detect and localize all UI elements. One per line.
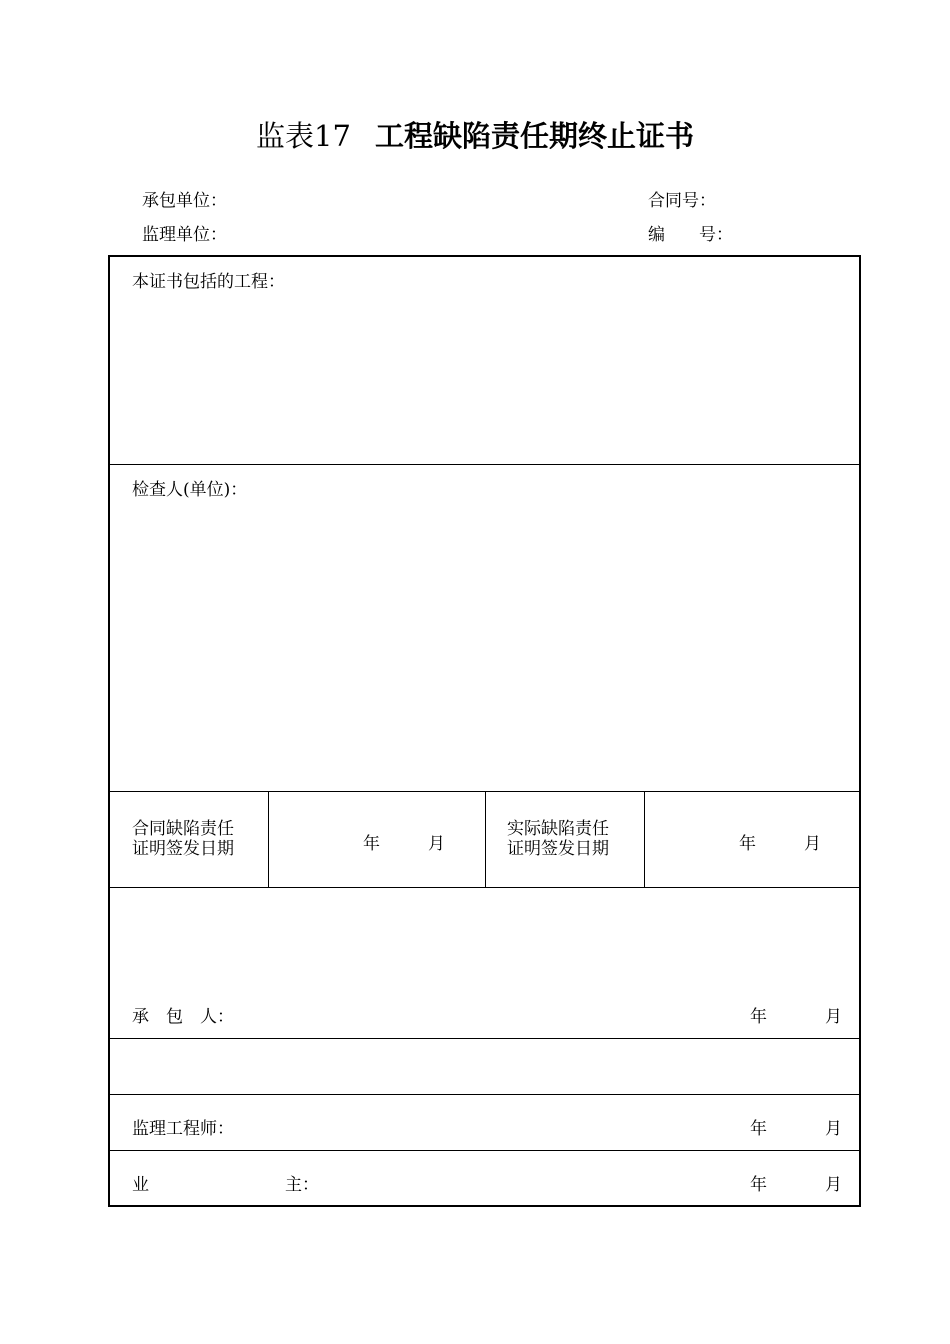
page-title	[0, 114, 950, 155]
engineer-signature-date: 年 月	[750, 1119, 842, 1139]
row-divider	[110, 887, 859, 888]
certificate-table	[108, 255, 861, 1207]
contract-defect-date-label: 合同缺陷责任 证明签发日期	[132, 819, 234, 859]
inspector-label: 检查人(单位)：	[132, 480, 248, 500]
supervising-engineer-label: 监理工程师：	[132, 1119, 234, 1139]
row-divider	[110, 1094, 859, 1095]
owner-signature-date: 年 月	[750, 1175, 842, 1195]
row-divider	[110, 1150, 859, 1151]
column-divider	[644, 791, 645, 887]
works-included-label: 本证书包括的工程：	[132, 272, 285, 292]
row-divider	[110, 1038, 859, 1039]
contractor-unit-label: 承包单位：	[142, 191, 227, 211]
contractor-signature-label: 承 包 人：	[132, 1007, 234, 1027]
column-divider	[485, 791, 486, 887]
owner-label: 业 主：	[132, 1175, 319, 1195]
contractor-signature-date: 年 月	[750, 1007, 842, 1027]
contract-number-label: 合同号：	[648, 191, 716, 211]
actual-defect-date-value: 年 月	[739, 834, 821, 854]
actual-defect-date-label: 实际缺陷责任 证明签发日期	[507, 819, 609, 859]
contract-defect-date-value: 年 月	[363, 834, 445, 854]
form-code: 监表17	[256, 119, 351, 153]
supervisor-unit-label: 监理单位：	[142, 225, 227, 245]
form-title: 工程缺陷责任期终止证书	[374, 119, 694, 153]
column-divider	[268, 791, 269, 887]
serial-number-label: 编 号：	[648, 225, 733, 245]
row-divider	[110, 464, 859, 465]
